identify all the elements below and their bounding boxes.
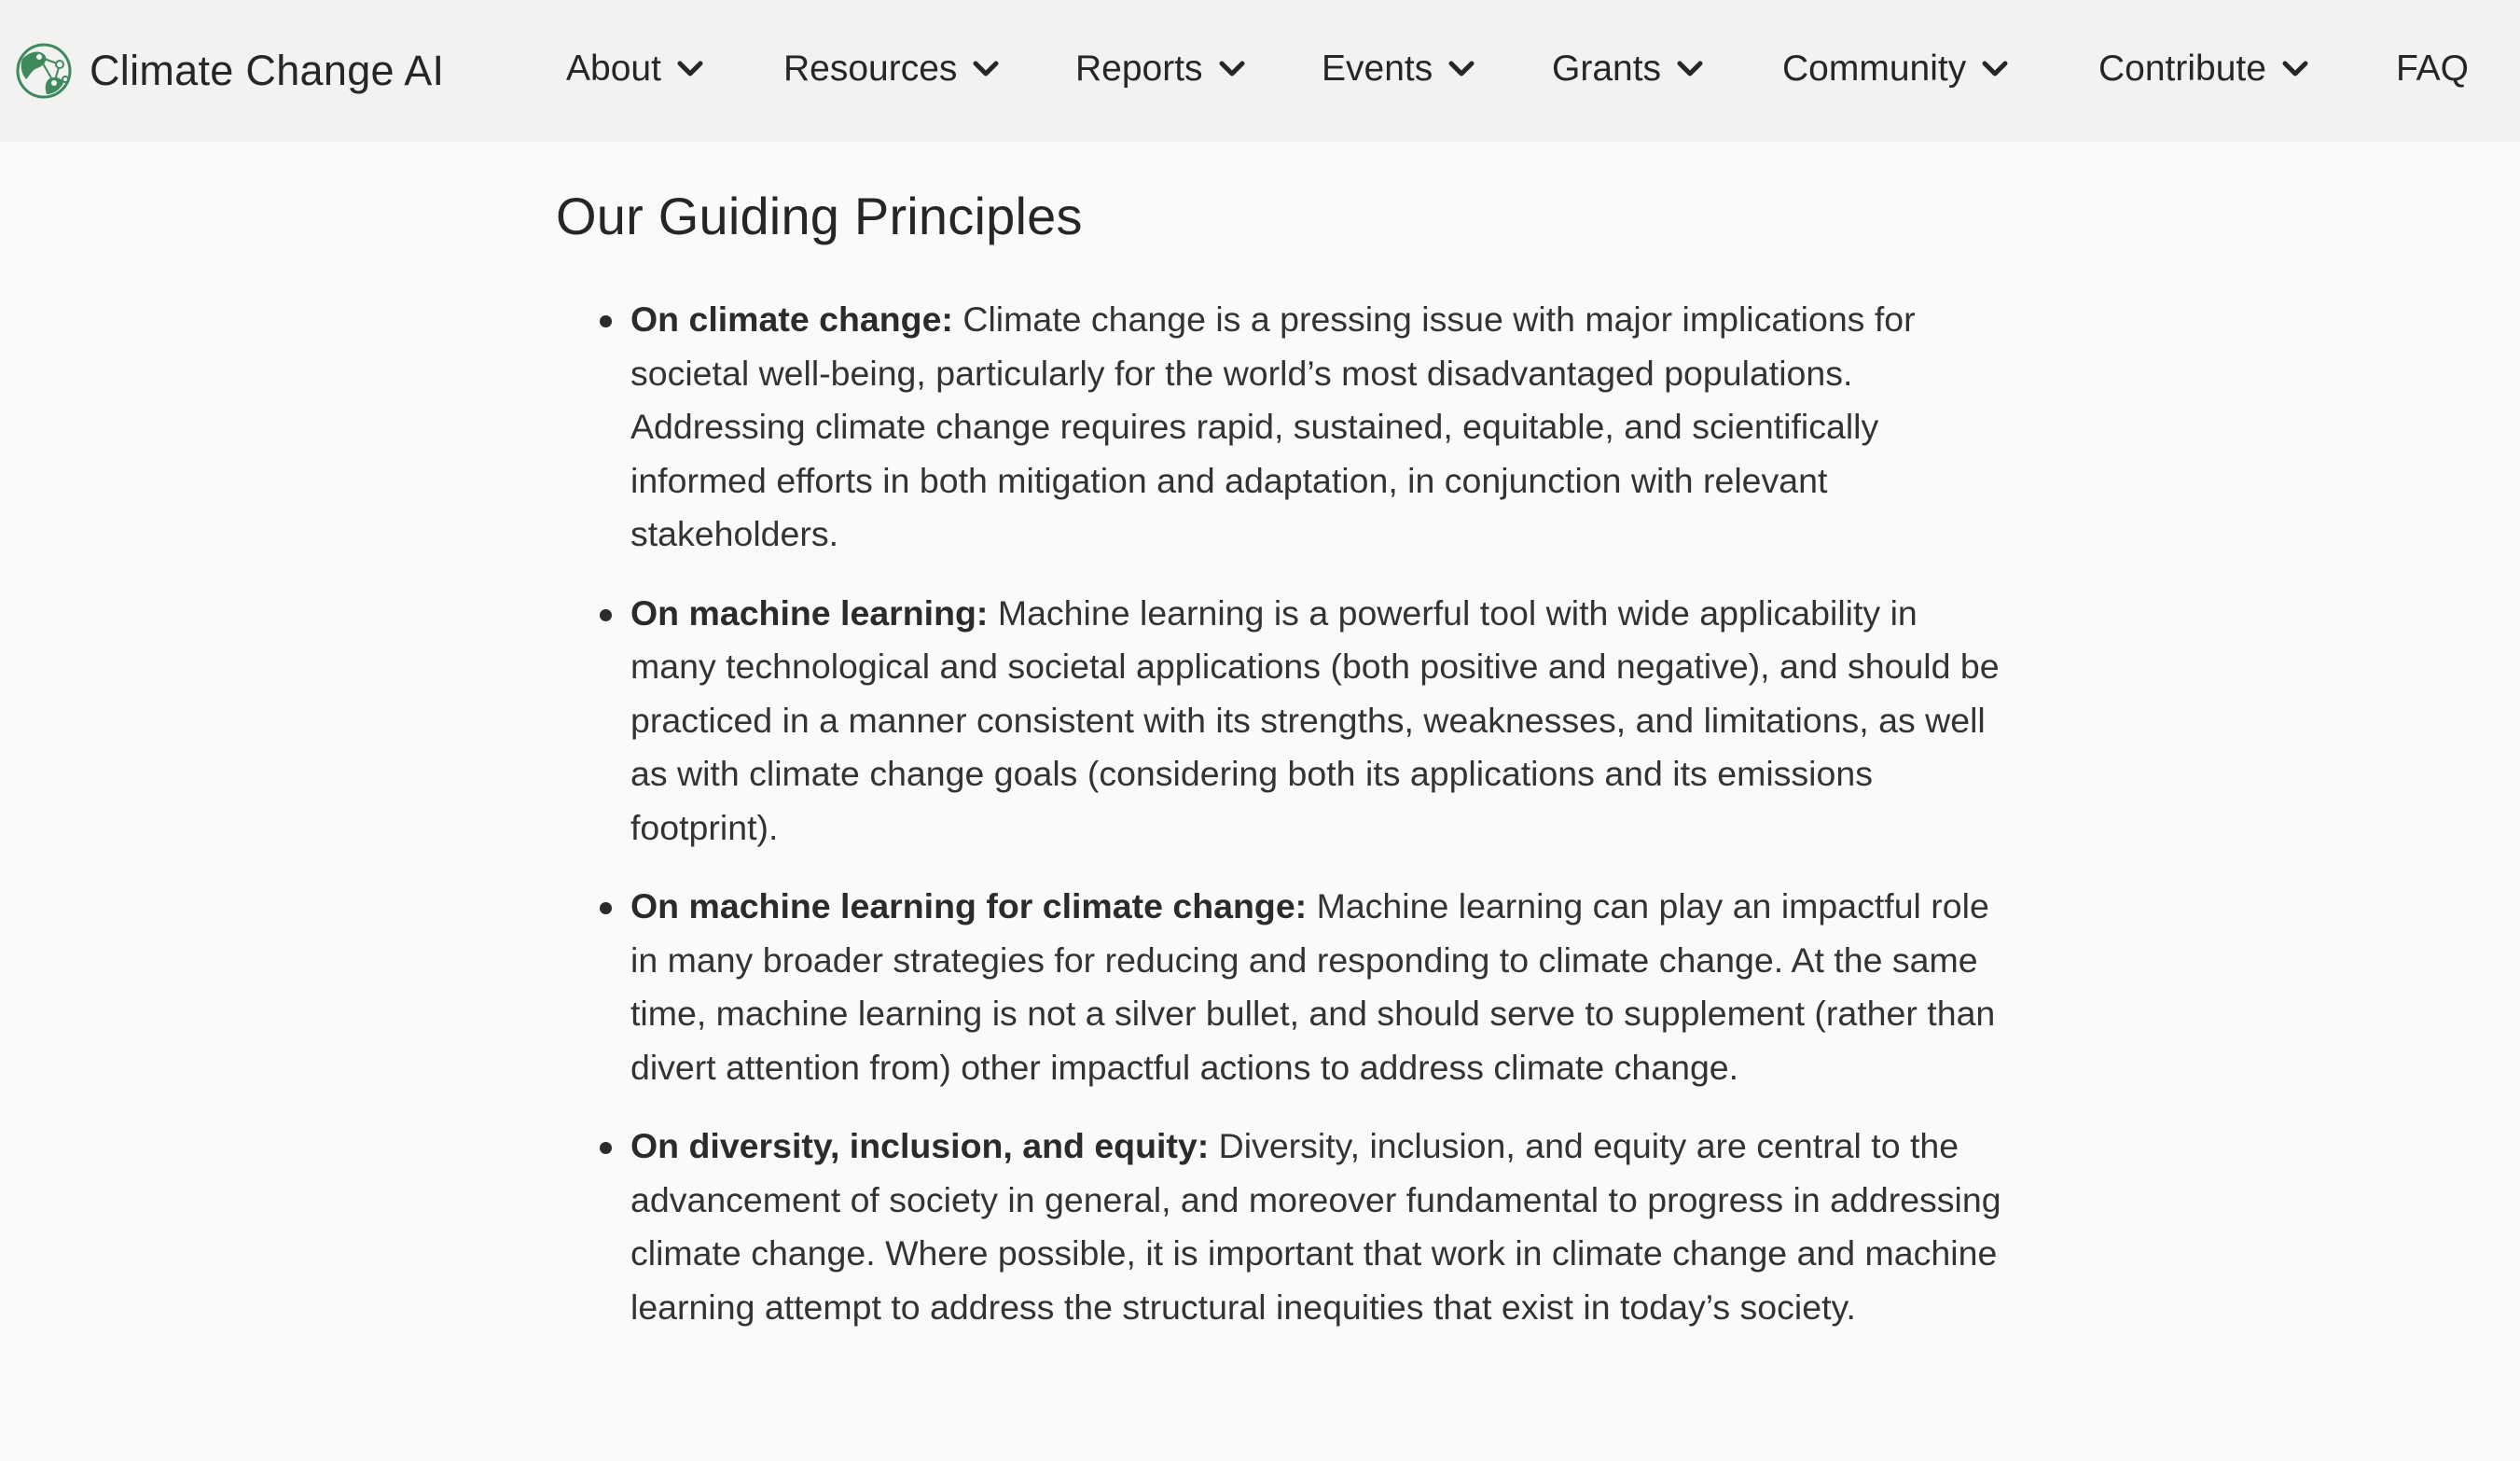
main-nav xyxy=(0,0,2520,142)
principle-heading: On diversity, inclusion, and equity: xyxy=(630,1126,1210,1165)
nav-item-label: About xyxy=(566,49,661,89)
chevron-down-icon xyxy=(1981,59,2009,79)
nav-item-resources[interactable] xyxy=(783,43,1000,95)
chevron-down-icon xyxy=(1676,59,1704,79)
bullet-icon xyxy=(600,609,612,621)
nav-item-reports[interactable] xyxy=(1075,43,1246,95)
principle-heading: On climate change: xyxy=(630,299,953,339)
nav-item-label: Resources xyxy=(783,49,958,89)
nav-item-label: Reports xyxy=(1075,49,1203,89)
nav-item-contribute[interactable] xyxy=(2098,43,2309,95)
page-title: Our Guiding Principles xyxy=(556,187,1083,245)
chevron-down-icon xyxy=(1218,59,1246,79)
chevron-down-icon xyxy=(1447,59,1475,79)
list-item xyxy=(556,587,2011,856)
nav-item-label: Community xyxy=(1782,49,1967,89)
nav-item-label: Events xyxy=(1322,49,1433,89)
nav-item-label: FAQ xyxy=(2396,49,2470,89)
nav-item-events[interactable] xyxy=(1322,43,1475,95)
chevron-down-icon xyxy=(972,59,1000,79)
nav-item-label: Grants xyxy=(1552,49,1662,89)
nav-item-faq[interactable] xyxy=(2396,43,2469,95)
list-item xyxy=(556,293,2011,562)
bullet-icon xyxy=(600,902,612,914)
principle-text: Climate change is a pressing issue with major implications for societal well-being, particularly for the world’s most disadvantaged populations. Addressing climate change requires rapid, sustained, equitable, and scientifically informed efforts in both mitigation and adaptation, in conjunction with relevant stakeholders. xyxy=(630,299,1916,553)
principle-heading: On machine learning: xyxy=(630,592,989,633)
nav-item-grants[interactable] xyxy=(1552,43,1704,95)
list-item xyxy=(556,880,2011,1094)
nav-item-community[interactable] xyxy=(1782,43,2009,95)
main-content xyxy=(556,177,2011,1359)
bullet-icon xyxy=(600,315,612,327)
principles-list xyxy=(556,293,2011,1334)
chevron-down-icon xyxy=(676,59,704,79)
list-item xyxy=(556,1120,2011,1334)
principle-text: Machine learning can play an impactful role in many broader strategies for reducing and responding to climate change. At the same time, machine learning is not a silver bullet, and should serve to supplement (rather than divert attention from) other impactful actions to address climate change. xyxy=(630,886,1996,1087)
nav-item-label: Contribute xyxy=(2098,49,2266,89)
bullet-icon xyxy=(600,1142,612,1154)
top-navbar xyxy=(0,0,2520,142)
brand-name: Climate Change AI xyxy=(90,47,445,94)
nav-item-about[interactable] xyxy=(566,43,704,95)
principle-text: Diversity, inclusion, and equity are central to the advancement of society in general, and moreover fundamental to progress in addressing climate change. Where possible, it is important that work in climate change and machine learning attempt to address the structural inequities that exist in today’s society. xyxy=(630,1126,2001,1327)
chevron-down-icon xyxy=(2281,59,2309,79)
principle-heading: On machine learning for climate change: xyxy=(630,886,1308,925)
principle-text: Machine learning is a powerful tool with wide applicability in many technological and societal applications (both positive and negative), and should be practiced in a manner consistent with its strengths, weaknesses, and limitations, as well as with climate change goals (considering both its applications and its emissions footprint). xyxy=(630,592,2000,847)
